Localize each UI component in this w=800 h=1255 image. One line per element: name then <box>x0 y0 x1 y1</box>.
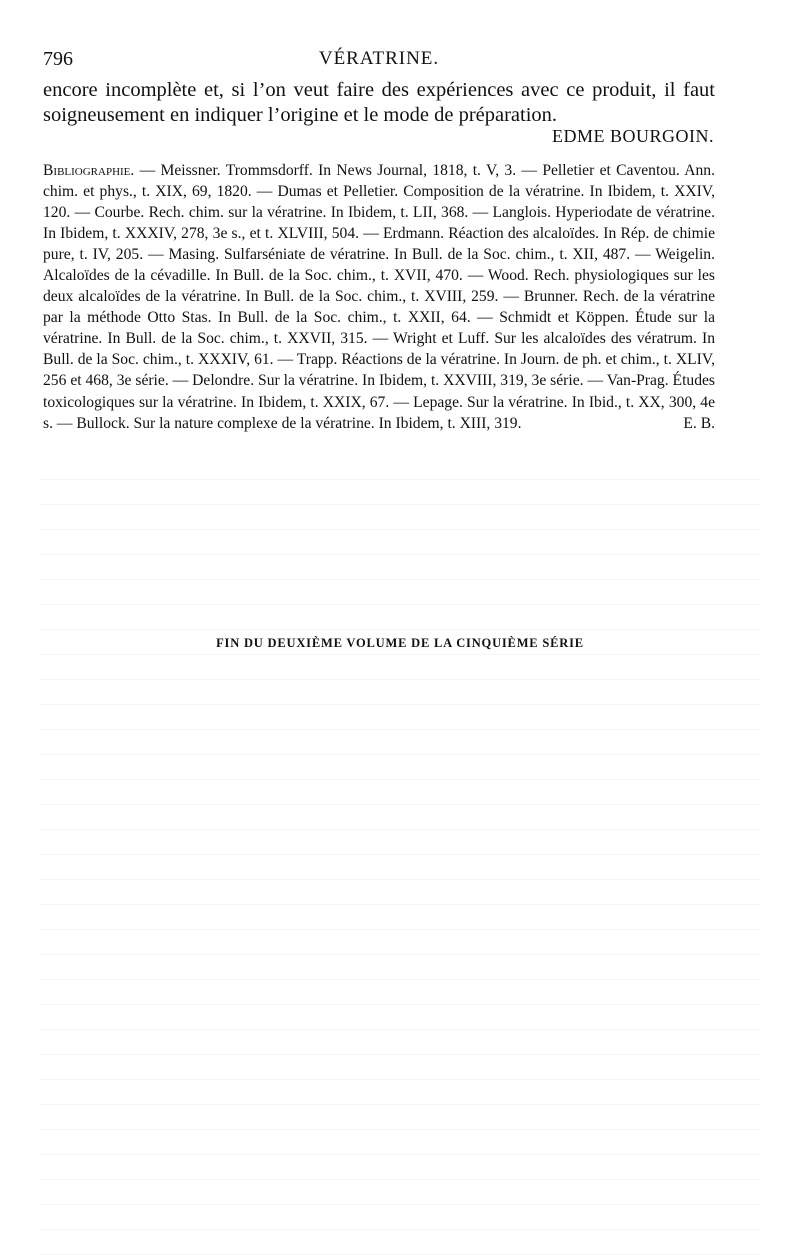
bibliography-heading: Bibliographie. <box>43 162 135 179</box>
running-title: VÉRATRINE. <box>318 48 440 69</box>
bibliography-text: — Meissner. Trommsdorff. In News Journal, 1818, t. V, 3. — Pelletier et Caventou. Ann. chim. et phys., t. XIX, 69, 1820. — Dumas et Pelletier. Composition de la vératrine. In Ibidem, t. XXIV, 120. — Courbe. Rech. chim. sur la vératrine. In Ibidem, t. LII, 368. — Langlois. Hyperiodate de vératrine. In Ibidem, t. XXXIV, 278, 3e s., et t. XLVIII, 504. — Erdmann. Réaction des alcaloïdes. In Rép. de chimie pure, t. IV, 205. — Masing. Sulfarséniate de vératrine. In Bull. de la Soc. chim., t. XII, 487. — Weigelin. Alcaloïdes de la cévadille. In Bull. de la Soc. chim., t. XVII, 470. — Wood. Rech. physiologiques sur les deux alcaloïdes de la vératrine. In Bull. de la Soc. chim., t. XVIII, 259. — Brunner. Rech. de la vératrine par la méthode Otto Stas. In Bull. de la Soc. chim., t. XXII, 64. — Schmidt et Köppen. Étude sur la vératrine. In Bull. de la Soc. chim., t. XXVII, 315. — Wright et Luff. Sur les alcaloïdes des vératrum. In Bull. de la Soc. chim., t. XXXIV, 61. — Trapp. Réactions de la vératrine. In Journ. de ph. et chim., t. XLIV, 256 et 468, 3e série. — Delondre. Sur la vératrine. In Ibidem, t. XXVIII, 319, 3e série. — Van-Prag. Études toxicologiques sur la vératrine. In Ibidem, t. XXIX, 67. — Lepage. Sur la vératrine. In Ibid., t. XX, 300, 4e s. — Bullock. Sur la nature complexe de la vératrine. In Ibidem, t. XIII, 319. <box>43 162 715 432</box>
page-number: 796 <box>43 48 73 70</box>
body-paragraph: encore incomplète et, si l’on veut faire des expériences avec ce produit, il faut soigneusement en indiquer l’origine et le mode de préparation. <box>43 79 715 126</box>
bibliography <box>43 160 715 434</box>
page-header <box>43 48 715 78</box>
author-signature: EDME BOURGOIN. <box>552 126 714 146</box>
bibliography-initials: E. B. <box>683 414 715 432</box>
end-of-volume-note: FIN DU DEUXIÈME VOLUME DE LA CINQUIÈME SÉRIE <box>216 636 584 650</box>
show-through-background <box>0 455 800 1255</box>
